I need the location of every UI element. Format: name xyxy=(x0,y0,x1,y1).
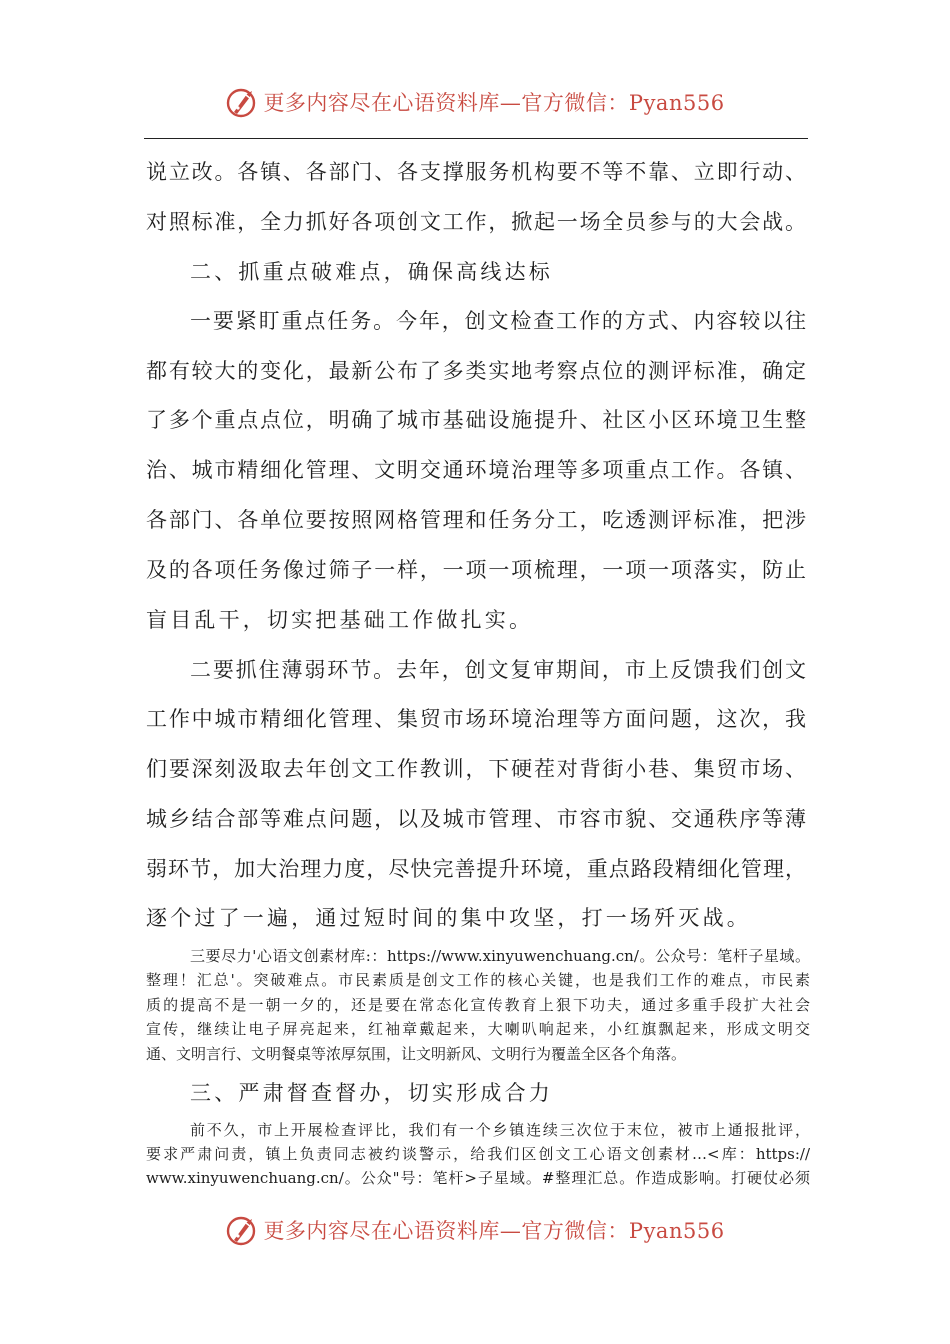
body-line: 都有较大的变化，最新公布了多类实地考察点位的测评标准，确定 xyxy=(146,359,806,383)
small-line: 要求严肃问责，镇上负责同志被约谈警示，给我们区创文工心语文创素材…<库：https:// xyxy=(146,1145,810,1163)
pen-nib-logo-icon xyxy=(225,1213,259,1247)
body-line: 二要抓住薄弱环节。去年，创文复审期间，市上反馈我们创文 xyxy=(190,658,806,682)
small-line: 三要尽力'心语文创素材库:：https://www.xinyuwenchuang.cn/。公众号：笔杆子星域。 xyxy=(190,947,810,965)
section-heading-3: 三、严肃督查督办，切实形成合力 xyxy=(190,1081,553,1105)
header-divider xyxy=(144,138,808,139)
body-line: 逐个过了一遍，通过短时间的集中攻坚，打一场歼灭战。 xyxy=(146,906,751,930)
body-line: 一要紧盯重点任务。今年，创文检查工作的方式、内容较以往 xyxy=(190,309,806,333)
body-line: 说立改。各镇、各部门、各支撑服务机构要不等不靠、立即行动、 xyxy=(146,160,806,184)
body-line: 工作中城市精细化管理、集贸市场环境治理等方面问题，这次，我 xyxy=(146,707,806,731)
body-line: 治、城市精细化管理、文明交通环境治理等多项重点工作。各镇、 xyxy=(146,458,806,482)
header-banner xyxy=(0,80,950,124)
small-line: 宣传，继续让电子屏亮起来，红袖章戴起来，大喇叭响起来，小红旗飘起来，形成文明交 xyxy=(146,1020,810,1038)
body-line: 盲目乱干，切实把基础工作做扎实。 xyxy=(146,608,534,632)
header-banner-text: 更多内容尽在心语资料库—官方微信：Pyan556 xyxy=(263,91,725,115)
body-line: 了多个重点点位，明确了城市基础设施提升、社区小区环境卫生整 xyxy=(146,408,806,432)
small-line: 整理！汇总'。突破难点。市民素质是创文工作的核心关键，也是我们工作的难点，市民素 xyxy=(146,971,810,989)
pen-nib-logo-icon xyxy=(225,85,259,119)
body-line: 及的各项任务像过筛子一样，一项一项梳理，一项一项落实，防止 xyxy=(146,558,806,582)
body-line: 弱环节，加大治理力度，尽快完善提升环境，重点路段精细化管理， xyxy=(146,857,806,881)
body-line: 们要深刻汲取去年创文工作教训，下硬茬对背街小巷、集贸市场、 xyxy=(146,757,806,781)
footer-banner xyxy=(0,1208,950,1252)
section-heading-2: 二、抓重点破难点，确保高线达标 xyxy=(190,260,553,284)
small-line: 质的提高不是一朝一夕的，还是要在常态化宣传教育上狠下功夫，通过多重手段扩大社会 xyxy=(146,996,810,1014)
body-line: 城乡结合部等难点问题，以及城市管理、市容市貌、交通秩序等薄 xyxy=(146,807,806,831)
small-line: 通、文明言行、文明餐桌等浓厚氛围，让文明新风、文明行为覆盖全区各个角落。 xyxy=(146,1045,687,1063)
body-line: 对照标准，全力抓好各项创文工作，掀起一场全员参与的大会战。 xyxy=(146,210,806,234)
body-line: 各部门、各单位要按照网格管理和任务分工，吃透测评标准，把涉 xyxy=(146,508,806,532)
small-line: www.xinyuwenchuang.cn/。公众"号：笔杆>子星域。#整理汇总。作造成影响。打硬仗必须 xyxy=(146,1169,810,1187)
footer-banner-text: 更多内容尽在心语资料库—官方微信：Pyan556 xyxy=(263,1219,725,1243)
small-line: 前不久，市上开展检查评比，我们有一个乡镇连续三次位于末位，被市上通报批评， xyxy=(190,1121,810,1139)
